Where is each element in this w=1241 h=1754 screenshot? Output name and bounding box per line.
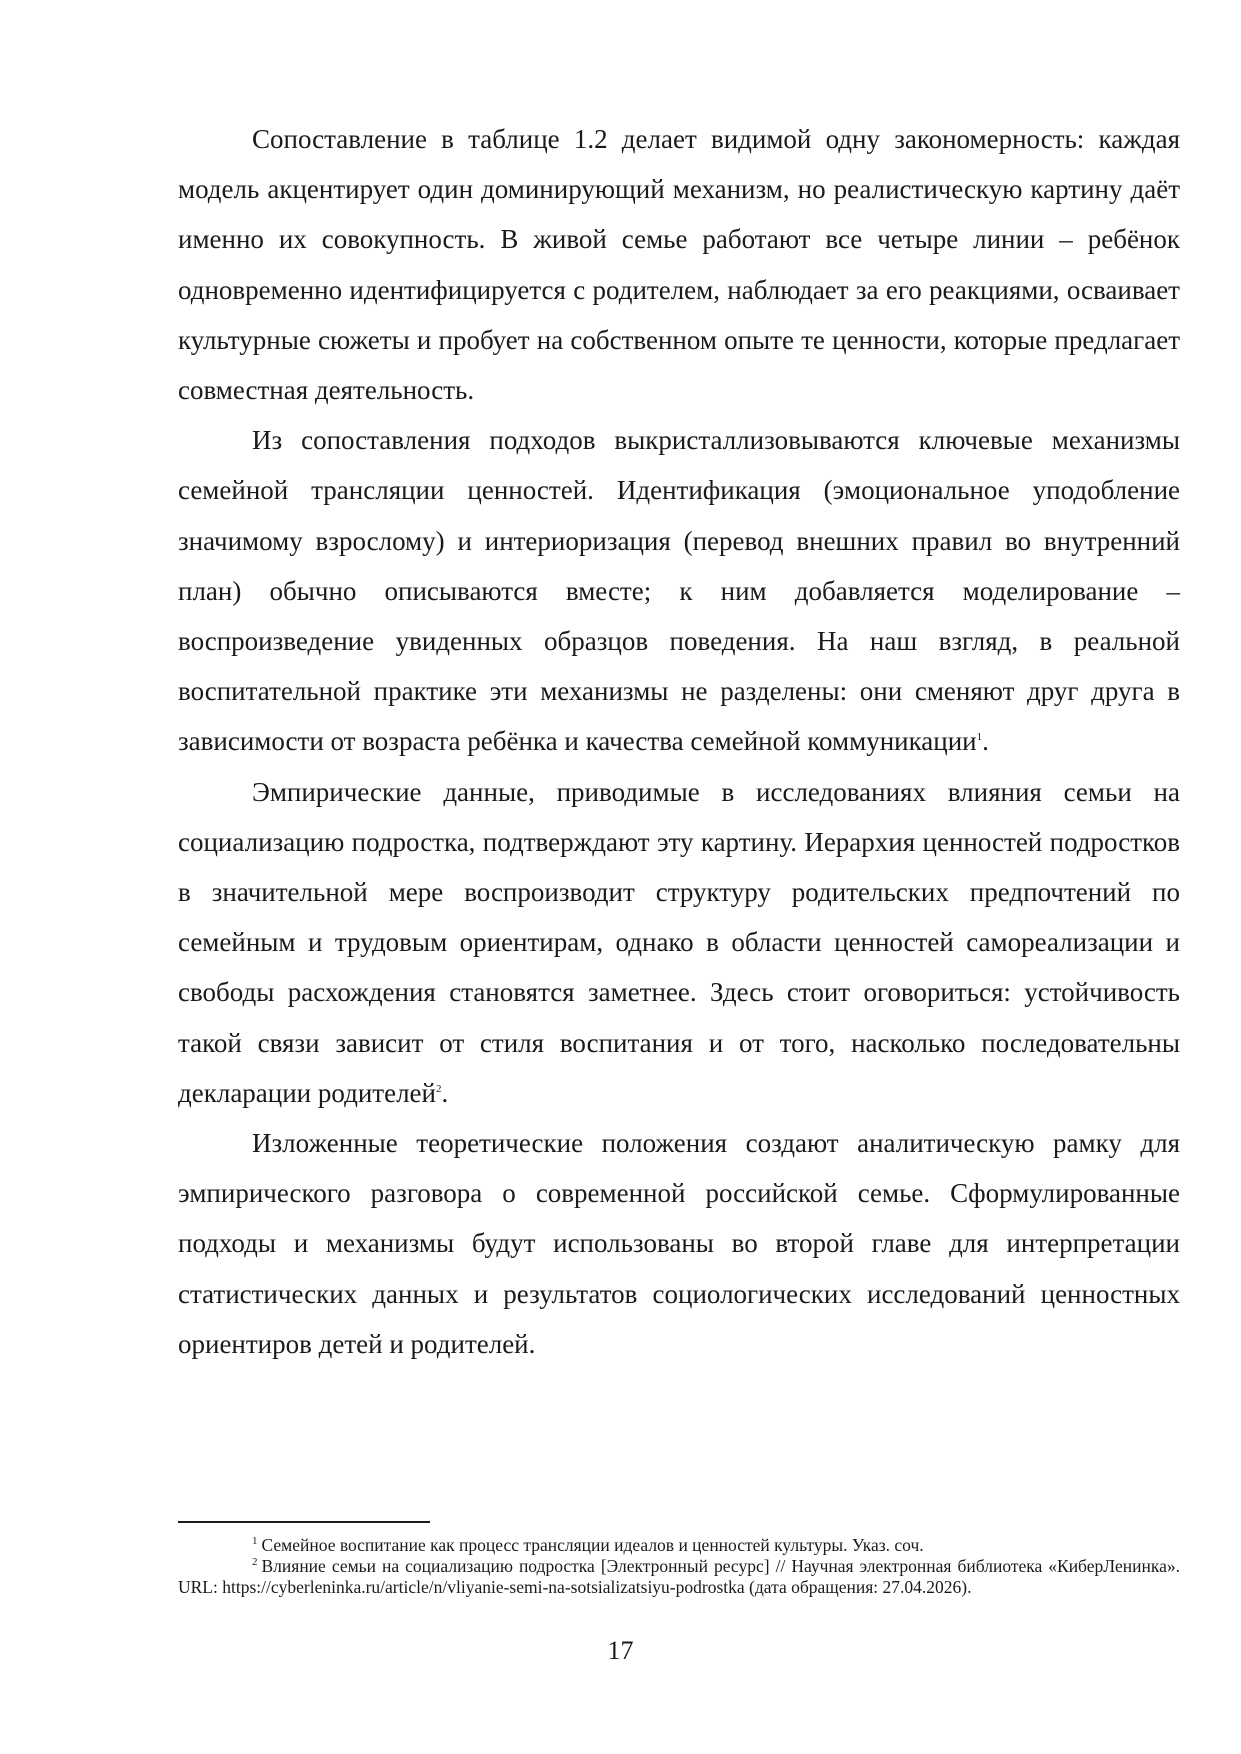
paragraph-text: Эмпирические данные, приводимые в исследованиях влияния семьи на социализацию подростка, подтверждают эту картину. Иерархия ценностей подростков в значительной мере воспроизводит структуру родительских предпочтений по семейным и трудовым ориентирам, однако в области ценностей самореализации и свободы расхождения становятся заметнее. Здесь стоит оговориться: устойчивость такой связи зависит от стиля воспитания и от того, насколько последовательны декларации родителей xyxy=(178,776,1180,1108)
paragraph-1 xyxy=(178,114,1180,415)
page-number: 17 xyxy=(607,1636,634,1665)
paragraph-text: Из сопоставления подходов выкристаллизовываются ключевые механизмы семейной трансляции ценностей. Идентификация (эмоциональное уподобление значимому взрослому) и интериоризация (перевод внешних правил во внутренний план) обычно описываются вместе; к ним добавляется моделирование – воспроизведение увиденных образцов поведения. На наш взгляд, в реальной воспитательной практике эти механизмы не разделены: они сменяют друг друга в зависимости от возраста ребёнка и качества семейной коммуникации xyxy=(178,425,1180,757)
paragraph-3 xyxy=(178,767,1180,1118)
footnote-mark: 2 xyxy=(252,1556,258,1568)
paragraph-text: Изложенные теоретические положения создают аналитическую рамку для эмпирического разговора о современной российской семье. Сформулированные подходы и механизмы будут использованы во второй главе для интерпретации статистических данных и результатов социологических исследований ценностных ориентиров детей и родителей. xyxy=(178,1128,1180,1359)
footnote-2 xyxy=(178,1556,1180,1598)
paragraph-4 xyxy=(178,1118,1180,1369)
paragraph-2 xyxy=(178,415,1180,766)
footnote-mark: 1 xyxy=(252,1535,258,1547)
footnote-reference[interactable]: 1 xyxy=(976,731,983,744)
paragraph-tail: . xyxy=(441,1077,449,1108)
paragraph-text: Сопоставление в таблице 1.2 делает видимой одну закономерность: каждая модель акцентирует один доминирующий механизм, но реалистическую картину даёт именно их совокупность. В живой семье работают все четыре линии – ребёнок одновременно идентифицируется с родителем, наблюдает за его реакциями, осваивает культурные сюжеты и пробует на собственном опыте те ценности, которые предлагает совместная деятельность. xyxy=(178,124,1180,406)
footnote-reference[interactable]: 2 xyxy=(435,1082,442,1095)
footnote-text: Влияние семьи на социализацию подростка [Электронный ресурс] // Научная электронная библиотека «КиберЛенинка». URL: https://cyberleninka.ru/article/n/vliyanie-semi-na-sotsializatsiyu-podrostka (дата обращения: 27.04.2026). xyxy=(178,1556,1180,1597)
footnote-text: Семейное воспитание как процесс трансляции идеалов и ценностей культуры. Указ. соч. xyxy=(261,1535,924,1555)
paragraph-tail: . xyxy=(982,726,989,757)
footnote-1 xyxy=(178,1535,1180,1556)
footnote-separator xyxy=(178,1521,430,1523)
footnotes-section xyxy=(178,1521,1180,1598)
main-text xyxy=(178,114,1180,1369)
